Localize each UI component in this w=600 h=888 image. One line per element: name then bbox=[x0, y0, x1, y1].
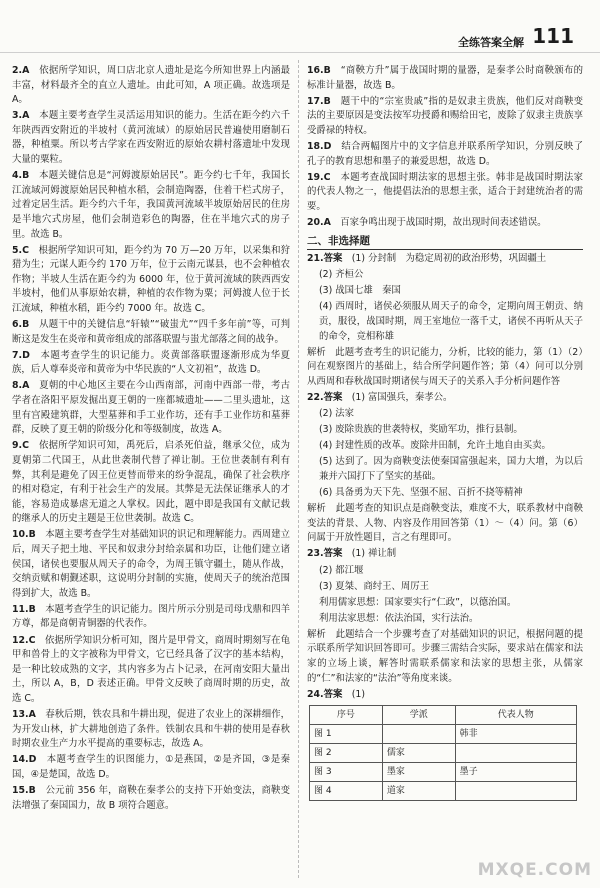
answer-label: 答案 bbox=[323, 688, 343, 700]
answer-label: 答案 bbox=[323, 253, 343, 265]
answer-line: (4) 西周时，诸侯必须服从周天子的命令，定期向周王朝贡、纳贡，服役，战国时期，周王室地位一落千丈，诸侯不再听从天子的命令，竞相称雄 bbox=[319, 301, 583, 342]
item-number: 7.D bbox=[12, 349, 30, 361]
answer-item bbox=[12, 318, 290, 347]
item-text: 夏朝的中心地区主要在今山西南部，河南中西部一带，考古学者在洛阳平原发掘出夏王朝的一座都城遗址——二里头遗址，这里有宫殿建筑群，大型墓葬和手工业作坊，还有手工业作坊和墓葬群，反映了夏王朝的阶级分化和等级制度，故选 A。 bbox=[12, 380, 290, 436]
table-row bbox=[310, 782, 577, 801]
item-number: 9.C bbox=[12, 440, 29, 452]
item-number: 14.D bbox=[12, 754, 37, 766]
answer-item bbox=[307, 140, 583, 169]
table-row bbox=[310, 763, 577, 782]
answer-item bbox=[12, 349, 290, 378]
item-text: 结合两幅图片中的文字信息并联系所学知识，分别反映了孔子的教育思想和墨子的兼爱思想，故选 D。 bbox=[307, 140, 583, 167]
item-text: 根据所学知识可知，距今约为 70 万—20 万年，以采集和狩猎为生；元谋人距今约 170 万年，位于云南元谋县，也不会种植农作物；半坡人生活在距今约为 6000 年，位于黄河流域的陕西西安半坡村，他们从事原始农耕，种植的农作物为粟；河姆渡人位于长江流域，种植水稻，距今约 7000 年。故选 C。 bbox=[12, 244, 290, 314]
page-header bbox=[0, 0, 600, 53]
table-row bbox=[310, 725, 577, 744]
item-text: 本题考查战国时期法家的思想主张。韩非是战国时期法家的代表人物之一，他提倡法治的思想主张，适合于封建统治者的需要。 bbox=[307, 171, 583, 212]
item-number: 4.B bbox=[12, 170, 30, 182]
answer-line: (1) 禅让制 bbox=[351, 548, 397, 560]
question-number: 24. bbox=[307, 688, 324, 700]
item-text: 春秋后期，铁农具和牛耕出现，促进了农业上的深耕细作，为开发山林，扩大耕地创造了条件。铁制农具和牛耕的使用是春秋时期农业生产力水平提高的重要标志，故选 A。 bbox=[12, 709, 290, 750]
item-number: 12.C bbox=[12, 634, 36, 646]
item-text: 百家争鸣出现于战国时期，故出现时间表述错误。 bbox=[340, 216, 547, 228]
answer-item bbox=[12, 634, 290, 707]
item-text: 依据所学知识，周口店北京人遗址是迄今所知世界上内涵最丰富，材料最齐全的直立人遗址。由此可知，A 项正确。故选项是 A。 bbox=[12, 65, 290, 106]
item-number: 8.A bbox=[12, 380, 30, 392]
table-cell: 图 1 bbox=[310, 725, 383, 744]
question-22 bbox=[307, 391, 583, 546]
answer-line: (2) 法家 bbox=[319, 408, 355, 420]
question-24 bbox=[307, 688, 583, 802]
table-cell bbox=[382, 725, 455, 744]
answer-label: 答案 bbox=[323, 391, 343, 403]
question-number: 22. bbox=[307, 391, 324, 403]
answer-line: (6) 具备勇为天下先、坚强不屈、百折不挠等精神 bbox=[319, 487, 523, 499]
answer-item bbox=[307, 95, 583, 139]
item-number: 18.D bbox=[307, 140, 332, 152]
answer-item bbox=[12, 528, 290, 601]
table-cell: 图 2 bbox=[310, 744, 383, 763]
table-cell: 墨家 bbox=[382, 763, 455, 782]
answer-item bbox=[12, 753, 290, 782]
item-number: 19.C bbox=[307, 171, 331, 183]
item-text: 从题干中的关键信息“轩辕”“破蚩尤”“四千多年前”等，可判断这是发生在炎帝和黄帝组成的部落联盟与蚩尤部落之间的战争。 bbox=[12, 319, 290, 345]
answer-line: (3) 夏桀、商纣王、周厉王 bbox=[319, 580, 430, 592]
answer-item bbox=[307, 64, 583, 93]
item-text: 本题考查学生的识记能力。炎黄部落联盟逐渐形成为华夏族，后人尊奉炎帝和黄帝为中华民族的“人文初祖”，故选 D。 bbox=[12, 349, 290, 376]
answer-item bbox=[12, 784, 290, 813]
question-21 bbox=[307, 252, 583, 389]
table-cell bbox=[455, 744, 576, 763]
answer-line: (3) 战国七雄 秦国 bbox=[319, 285, 401, 297]
table-cell: 儒家 bbox=[382, 744, 455, 763]
table-row bbox=[310, 744, 577, 763]
item-text: 依据所学知识分析可知，图片是甲骨文，商周时期刻写在龟甲和兽骨上的文字被称为甲骨文，它已经具备了汉字的基本结构，是一种比较成熟的文字，其内容多为占卜记录，在河南安阳大量出土，所以 A，B，D 表述正确。甲骨文反映了商周时期的历史，故选 C。 bbox=[12, 634, 290, 704]
question-23 bbox=[307, 547, 583, 686]
item-number: 6.B bbox=[12, 319, 30, 331]
table-cell: 墨子 bbox=[455, 763, 576, 782]
answer-line: (3) 废除贵族的世袭特权，奖励军功，推行县制。 bbox=[319, 424, 523, 436]
item-number: 17.B bbox=[307, 95, 331, 107]
answer-line: 利用儒家思想：国家要实行“仁政”，以德治国。 bbox=[319, 596, 517, 608]
item-text: 本题考查学生的识记能力。图片所示分别是司母戊鼎和四羊方尊，都是商朝青铜器的代表作。 bbox=[12, 603, 290, 630]
answer-line: (1) 分封制 为稳定周初的政治形势，巩固疆土 bbox=[351, 253, 547, 265]
analysis: 解析 此题考查的知识点是商鞅变法，难度不大，联系教材中商鞅变法的背景、人物、内容及作用回答第（1）～（4）问。第（6）问属于开放性题目，言之有理即可。 bbox=[307, 503, 583, 544]
item-text: “商鞅方升”属于战国时期的量器，是秦孝公时商鞅颁布的标准计量器，故选 B。 bbox=[307, 65, 583, 91]
item-text: 本题主要考查学生灵活运用知识的能力。生活在距今约六千年陕西西安附近的半坡村（黄河流域）的原始居民普遍使用磨制石器，种植粟。所以考古学家在西安附近的原始农耕村落遗址中发现大量的粟粒。 bbox=[12, 110, 290, 166]
column-divider bbox=[298, 60, 299, 878]
item-number: 15.B bbox=[12, 785, 36, 796]
item-number: 13.A bbox=[12, 709, 36, 721]
right-column bbox=[307, 64, 583, 801]
item-number: 2.A bbox=[12, 65, 30, 76]
answer-item bbox=[12, 244, 290, 317]
answer-line: (4) 封建性质的改革。废除井田制，允许土地自由买卖。 bbox=[319, 440, 551, 452]
answer-item bbox=[307, 216, 583, 231]
answer-item bbox=[12, 439, 290, 527]
item-number: 5.C bbox=[12, 244, 29, 256]
answer-line: (2) 齐桓公 bbox=[319, 269, 364, 281]
table-cell: 道家 bbox=[382, 782, 455, 801]
item-text: 题干中的“宗室贵戚”指的是奴隶主贵族，他们反对商鞅变法的主要原因是变法按军功授爵和赐给田宅，废除了奴隶主贵族享受爵禄的特权。 bbox=[307, 95, 583, 136]
question-number: 21. bbox=[307, 253, 324, 265]
table-cell: 图 3 bbox=[310, 763, 383, 782]
answer-line: (1) 富国强兵，秦孝公。 bbox=[351, 391, 453, 403]
section-title: 二、非选择题 bbox=[307, 234, 583, 251]
item-number: 3.A bbox=[12, 110, 30, 122]
answer-item bbox=[12, 109, 290, 167]
table-header: 代表人物 bbox=[455, 706, 576, 725]
table-cell bbox=[455, 782, 576, 801]
table-header-row bbox=[310, 706, 577, 725]
analysis: 解析 此题考查考生的识记能力，分析，比较的能力，第（1）（2）问在观察图片的基础上，结合所学问题作答；第（4）问可以分别从西周和春秋战国时期诸侯与周天子的关系入手分析问题作答 bbox=[307, 346, 583, 387]
item-text: 依据所学知识可知，禹死后，启杀死伯益，继承父位，成为夏朝第二代国王，从此世袭制代替了禅让制。王位世袭制有利有弊，其利是避免了因王位更替而带来的纷争混乱，确保了社会秩序的相对稳定，有利于社会生产的发展。其弊是无法保证继承人的才能，容易造成暴虐无道之人掌权。因此，题中即是我国有文献记载的继承人的历史主题是王位世袭制。故选 C。 bbox=[12, 440, 290, 525]
table-header: 序号 bbox=[310, 706, 383, 725]
watermark-logo: MXQE.COM bbox=[477, 860, 592, 880]
item-text: 本题关键信息是“河姆渡原始居民”。距今约七千年，我国长江流域河姆渡原始居民种植水稻，会制造陶器，住着干栏式房子，过着定居生活。距今约六千年，我国黄河流域半坡原始居民的住房是半地穴式房屋，他们会制造彩色的陶器，住在半地穴式的房子里。故选 B。 bbox=[12, 170, 290, 240]
answer-item bbox=[12, 379, 290, 437]
answer-label: 答案 bbox=[323, 548, 343, 560]
table-cell: 韩非 bbox=[455, 725, 576, 744]
item-text: 本题主要考查学生对基础知识的识记和理解能力。西周建立后，周天子把土地、平民和奴隶分封给亲属和功臣，让他们建立诸侯国，诸侯也要服从周天子的命令，为周王镇守疆土，随从作战，交纳贡赋和朝觐述职，这说明分封制的实施，使周天子的统治范围得到扩大，故选 B。 bbox=[12, 529, 290, 599]
answer-line: 利用法家思想：依法治国，实行法治。 bbox=[319, 612, 479, 624]
table-header: 学派 bbox=[382, 706, 455, 725]
answer-item bbox=[12, 169, 290, 242]
choice-answers bbox=[307, 64, 583, 231]
item-text: 本题考查学生的识图能力，①是燕国，②是齐国，③是秦国，④是楚国，故选 D。 bbox=[12, 754, 290, 780]
school-table bbox=[309, 705, 577, 801]
item-number: 16.B bbox=[307, 65, 331, 76]
answer-line: (2) 都江堰 bbox=[319, 564, 364, 576]
item-number: 11.B bbox=[12, 603, 36, 615]
question-number: 23. bbox=[307, 548, 324, 560]
answer-item bbox=[307, 171, 583, 215]
table-cell: 图 4 bbox=[310, 782, 383, 801]
answer-item bbox=[12, 64, 290, 108]
page-number: 111 bbox=[532, 24, 574, 48]
left-column bbox=[12, 64, 290, 815]
answer-line: (5) 达到了。因为商鞅变法使秦国富强起来，国力大增，为以后兼并六国打下了坚实的基础。 bbox=[319, 456, 583, 482]
answer-item bbox=[12, 708, 290, 752]
item-number: 20.A bbox=[307, 216, 331, 228]
answer-item bbox=[12, 603, 290, 632]
answer-part: (1) bbox=[351, 688, 366, 700]
book-title: 全练答案全解 bbox=[458, 36, 524, 49]
item-number: 10.B bbox=[12, 529, 36, 541]
analysis: 解析 此题结合一个步骤考查了对基础知识的识记，根据问题的提示联系所学知识回答即可。步骤三需结合实际，要求站在儒家和法家的立场上谈，解答时需联系儒家和法家的思想主张，从儒家的“仁”和法家的“法治”等角度来谈。 bbox=[307, 628, 583, 684]
item-text: 公元前 356 年，商鞅在秦孝公的支持下开始变法，商鞅变法增强了秦国国力，故 B 项符合题意。 bbox=[12, 785, 290, 811]
